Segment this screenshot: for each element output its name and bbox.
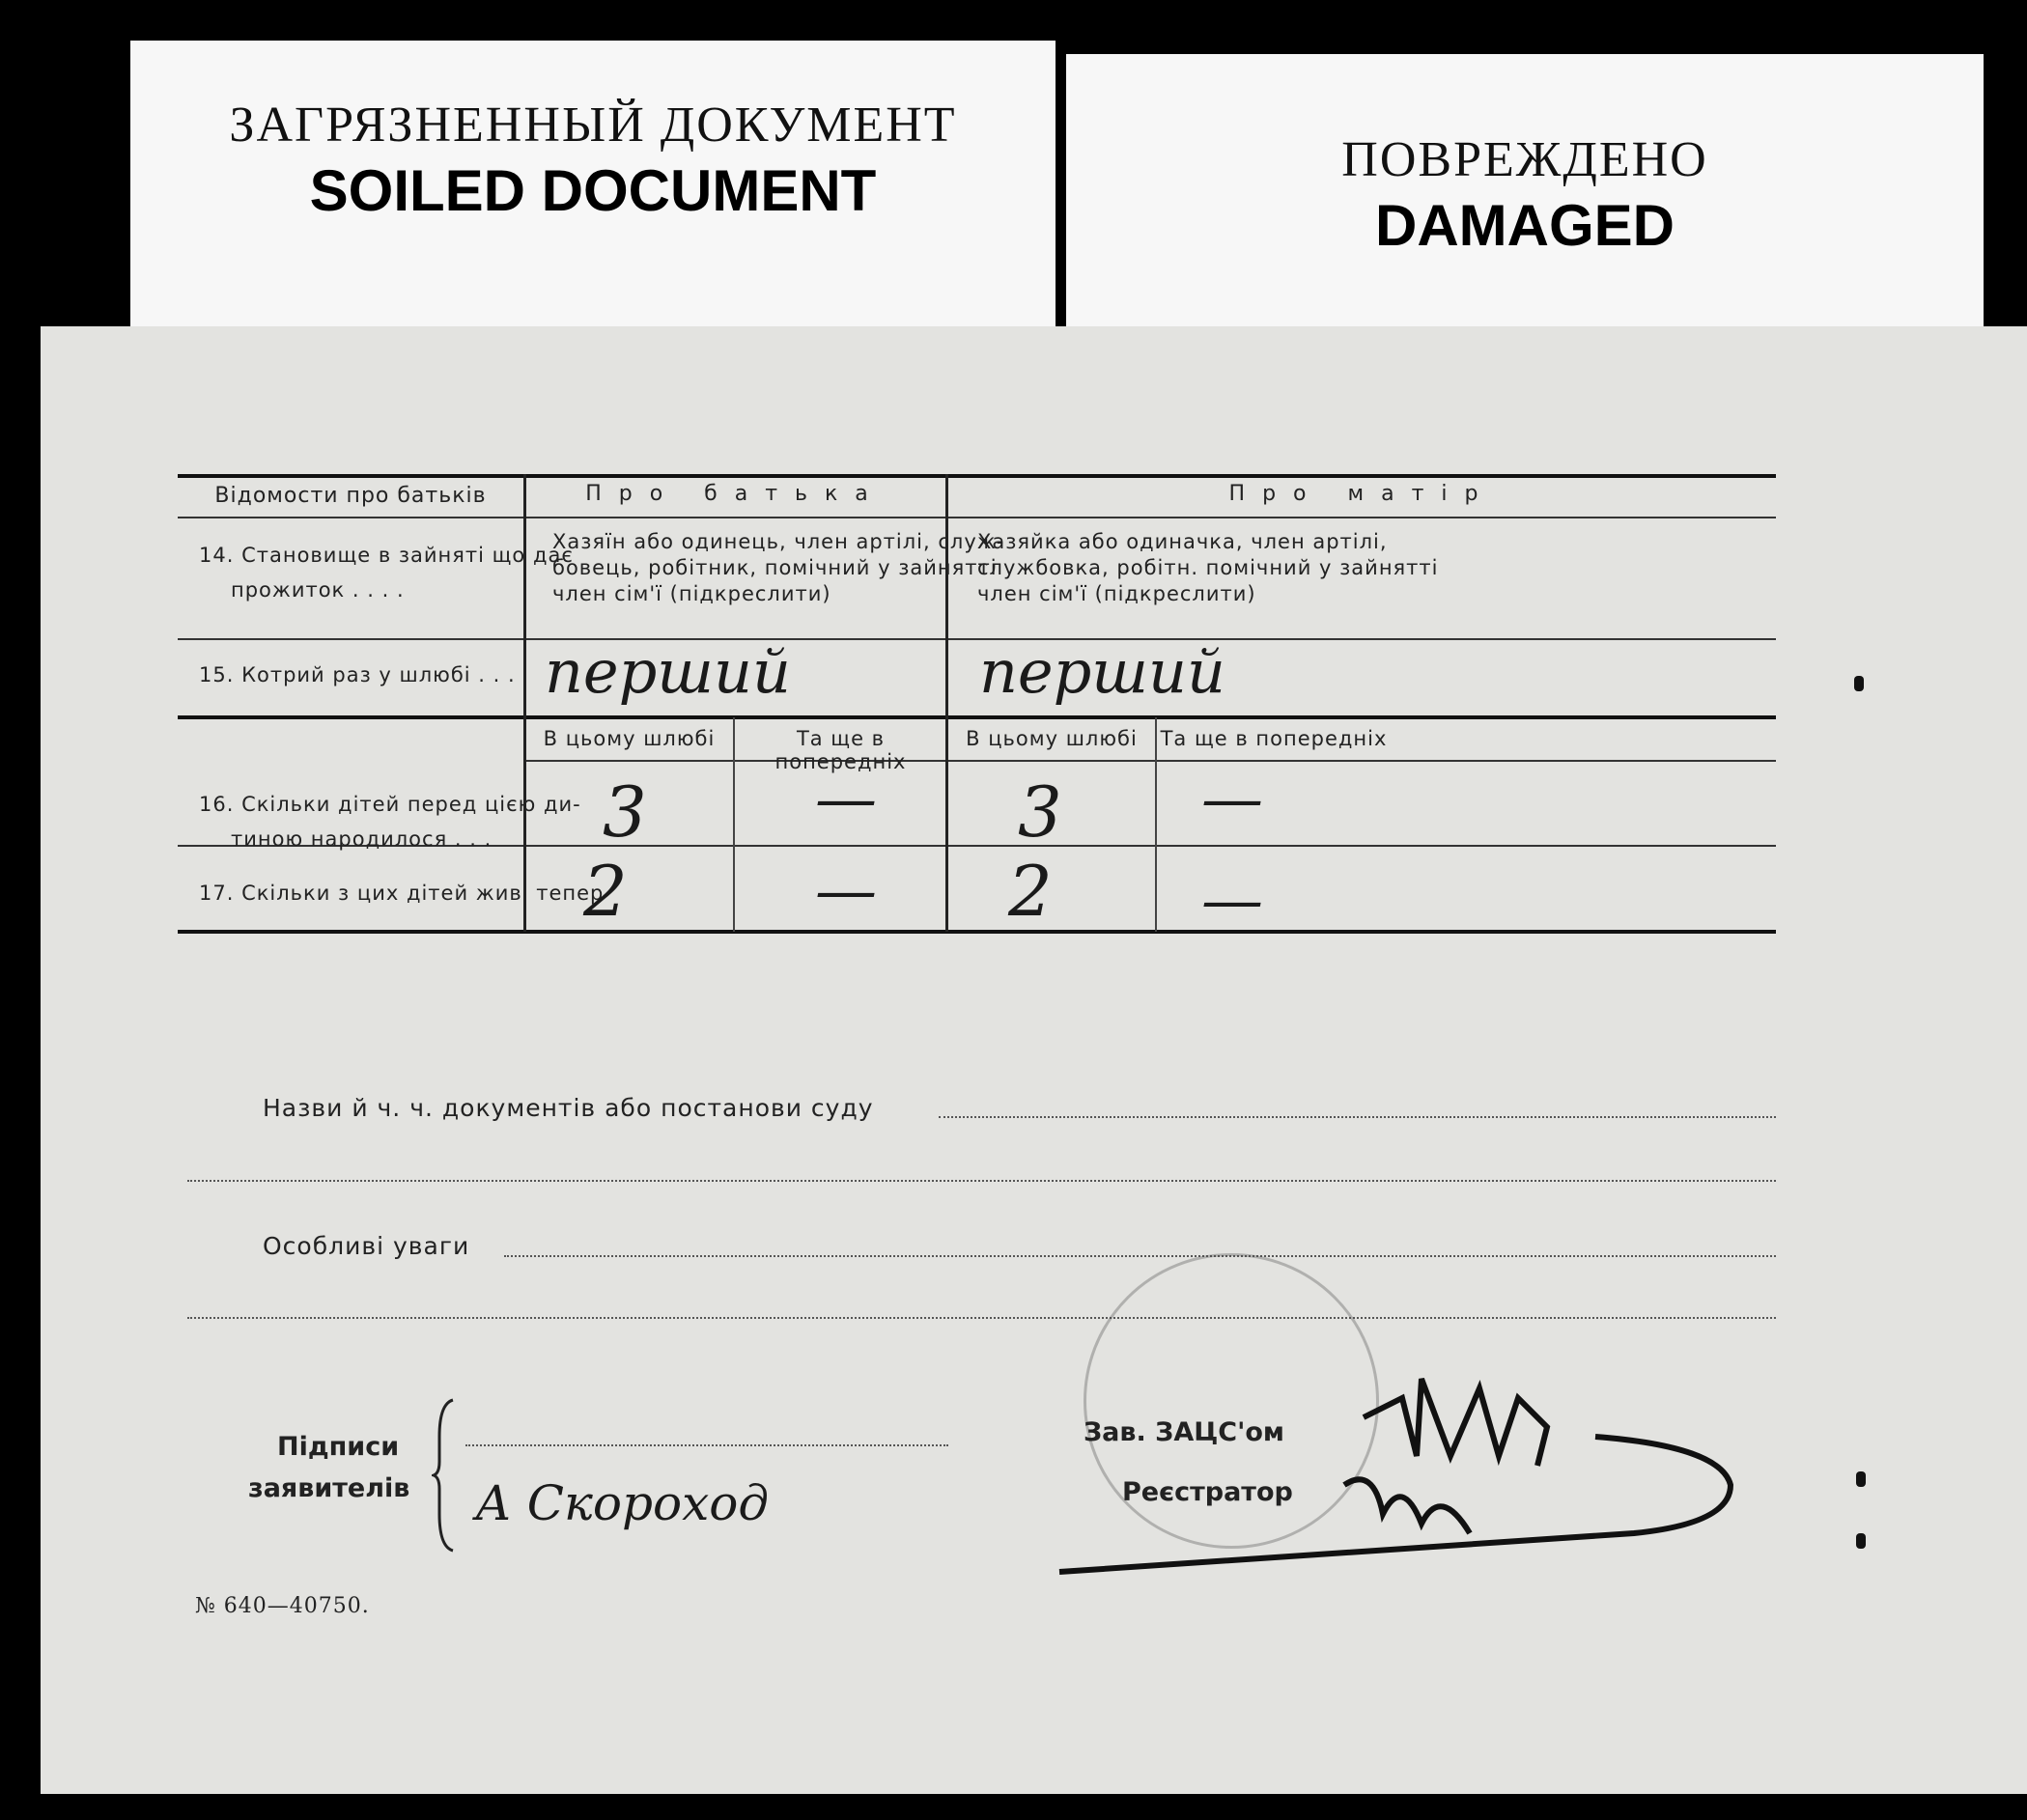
notes-line [504,1255,1776,1257]
row17-father-current: 2 [583,851,628,932]
row14-mother-line1: Хазяйка або одиначка, член артілі, [977,530,1388,553]
head-registry-label: Зав. ЗАЦС'ом [1084,1417,1284,1447]
official-signature-icon [1055,1340,1750,1591]
punch-hole [1856,1471,1866,1487]
row15-father-handwritten: перший [545,636,791,707]
row15-mother-handwritten: перший [979,636,1225,707]
row14-mother-line2: службовка, робітн. помічний у зайнятті [977,556,1439,579]
registrar-label: Реєстратор [1122,1477,1293,1507]
father-current-marriage-header: В цьому шлюбі [543,727,716,750]
row17-father-previous: — [815,855,877,927]
row14-label: 14. Становище в зайняті що дає [199,544,574,567]
row17-mother-current: 2 [1008,851,1053,932]
document-sheet [41,326,2027,1794]
soiled-label-en: SOILED DOCUMENT [309,158,877,223]
applicants-signatures-label-cont: заявителів [248,1473,410,1503]
form-number: № 640—40750. [195,1594,370,1618]
row16-mother-previous: — [1201,764,1263,835]
damaged-label-en: DAMAGED [1375,193,1675,258]
row14-father-line1: Хазяїн або одинець, член артілі, служ- [552,530,1005,553]
punch-hole [1856,1533,1866,1549]
header-parents-info: Відомости про батьків [214,484,487,508]
notes-line-2 [187,1317,1776,1319]
notes-label: Особливі уваги [263,1232,470,1260]
row16-father-previous: — [815,764,877,835]
brace-icon [432,1398,461,1553]
applicants-signatures-label: Підписи [277,1432,400,1462]
mother-current-marriage-header: В цьому шлюбі [966,727,1138,750]
row16-mother-current: 3 [1018,771,1062,853]
row16-label: 16. Скільки дітей перед цією ди- [199,793,581,816]
father-previous-marriages-header: Та ще в попередніх [774,727,907,773]
documents-label: Назви й ч. ч. документів або постанови суду [263,1094,874,1122]
damaged-label-ru: ПОВРЕЖДЕНО [1341,132,1708,187]
mother-previous-marriages-header: Та ще в попередніх [1160,727,1388,750]
row16-label-cont: тиною народилося . . . [231,827,493,851]
applicant-signature: А Скороход [475,1475,770,1531]
soiled-label-ru: ЗАГРЯЗНЕННЫЙ ДОКУМЕНТ [229,98,957,153]
punch-hole [1854,676,1864,691]
row14-father-line2: бовець, робітник, помічний у зайнятті [552,556,998,579]
row14-label-cont: прожиток . . . . [231,578,405,602]
row14-mother-line3: член сім'ї (підкреслити) [977,582,1256,605]
documents-line-2 [187,1180,1776,1182]
documents-line [939,1116,1776,1118]
applicant-signature-line [465,1444,948,1446]
row17-label: 17. Скільки з цих дітей живі тепер [199,882,605,905]
row17-mother-previous: — [1201,865,1263,937]
header-about-mother: Про матір [1228,482,1496,506]
damaged-document-label [1066,54,1984,344]
row16-father-current: 3 [603,771,647,853]
row14-father-line3: член сім'ї (підкреслити) [552,582,831,605]
row15-label: 15. Котрий раз у шлюбі . . . [199,663,516,686]
soiled-document-label [130,41,1056,330]
header-about-father: Про батька [585,482,886,506]
